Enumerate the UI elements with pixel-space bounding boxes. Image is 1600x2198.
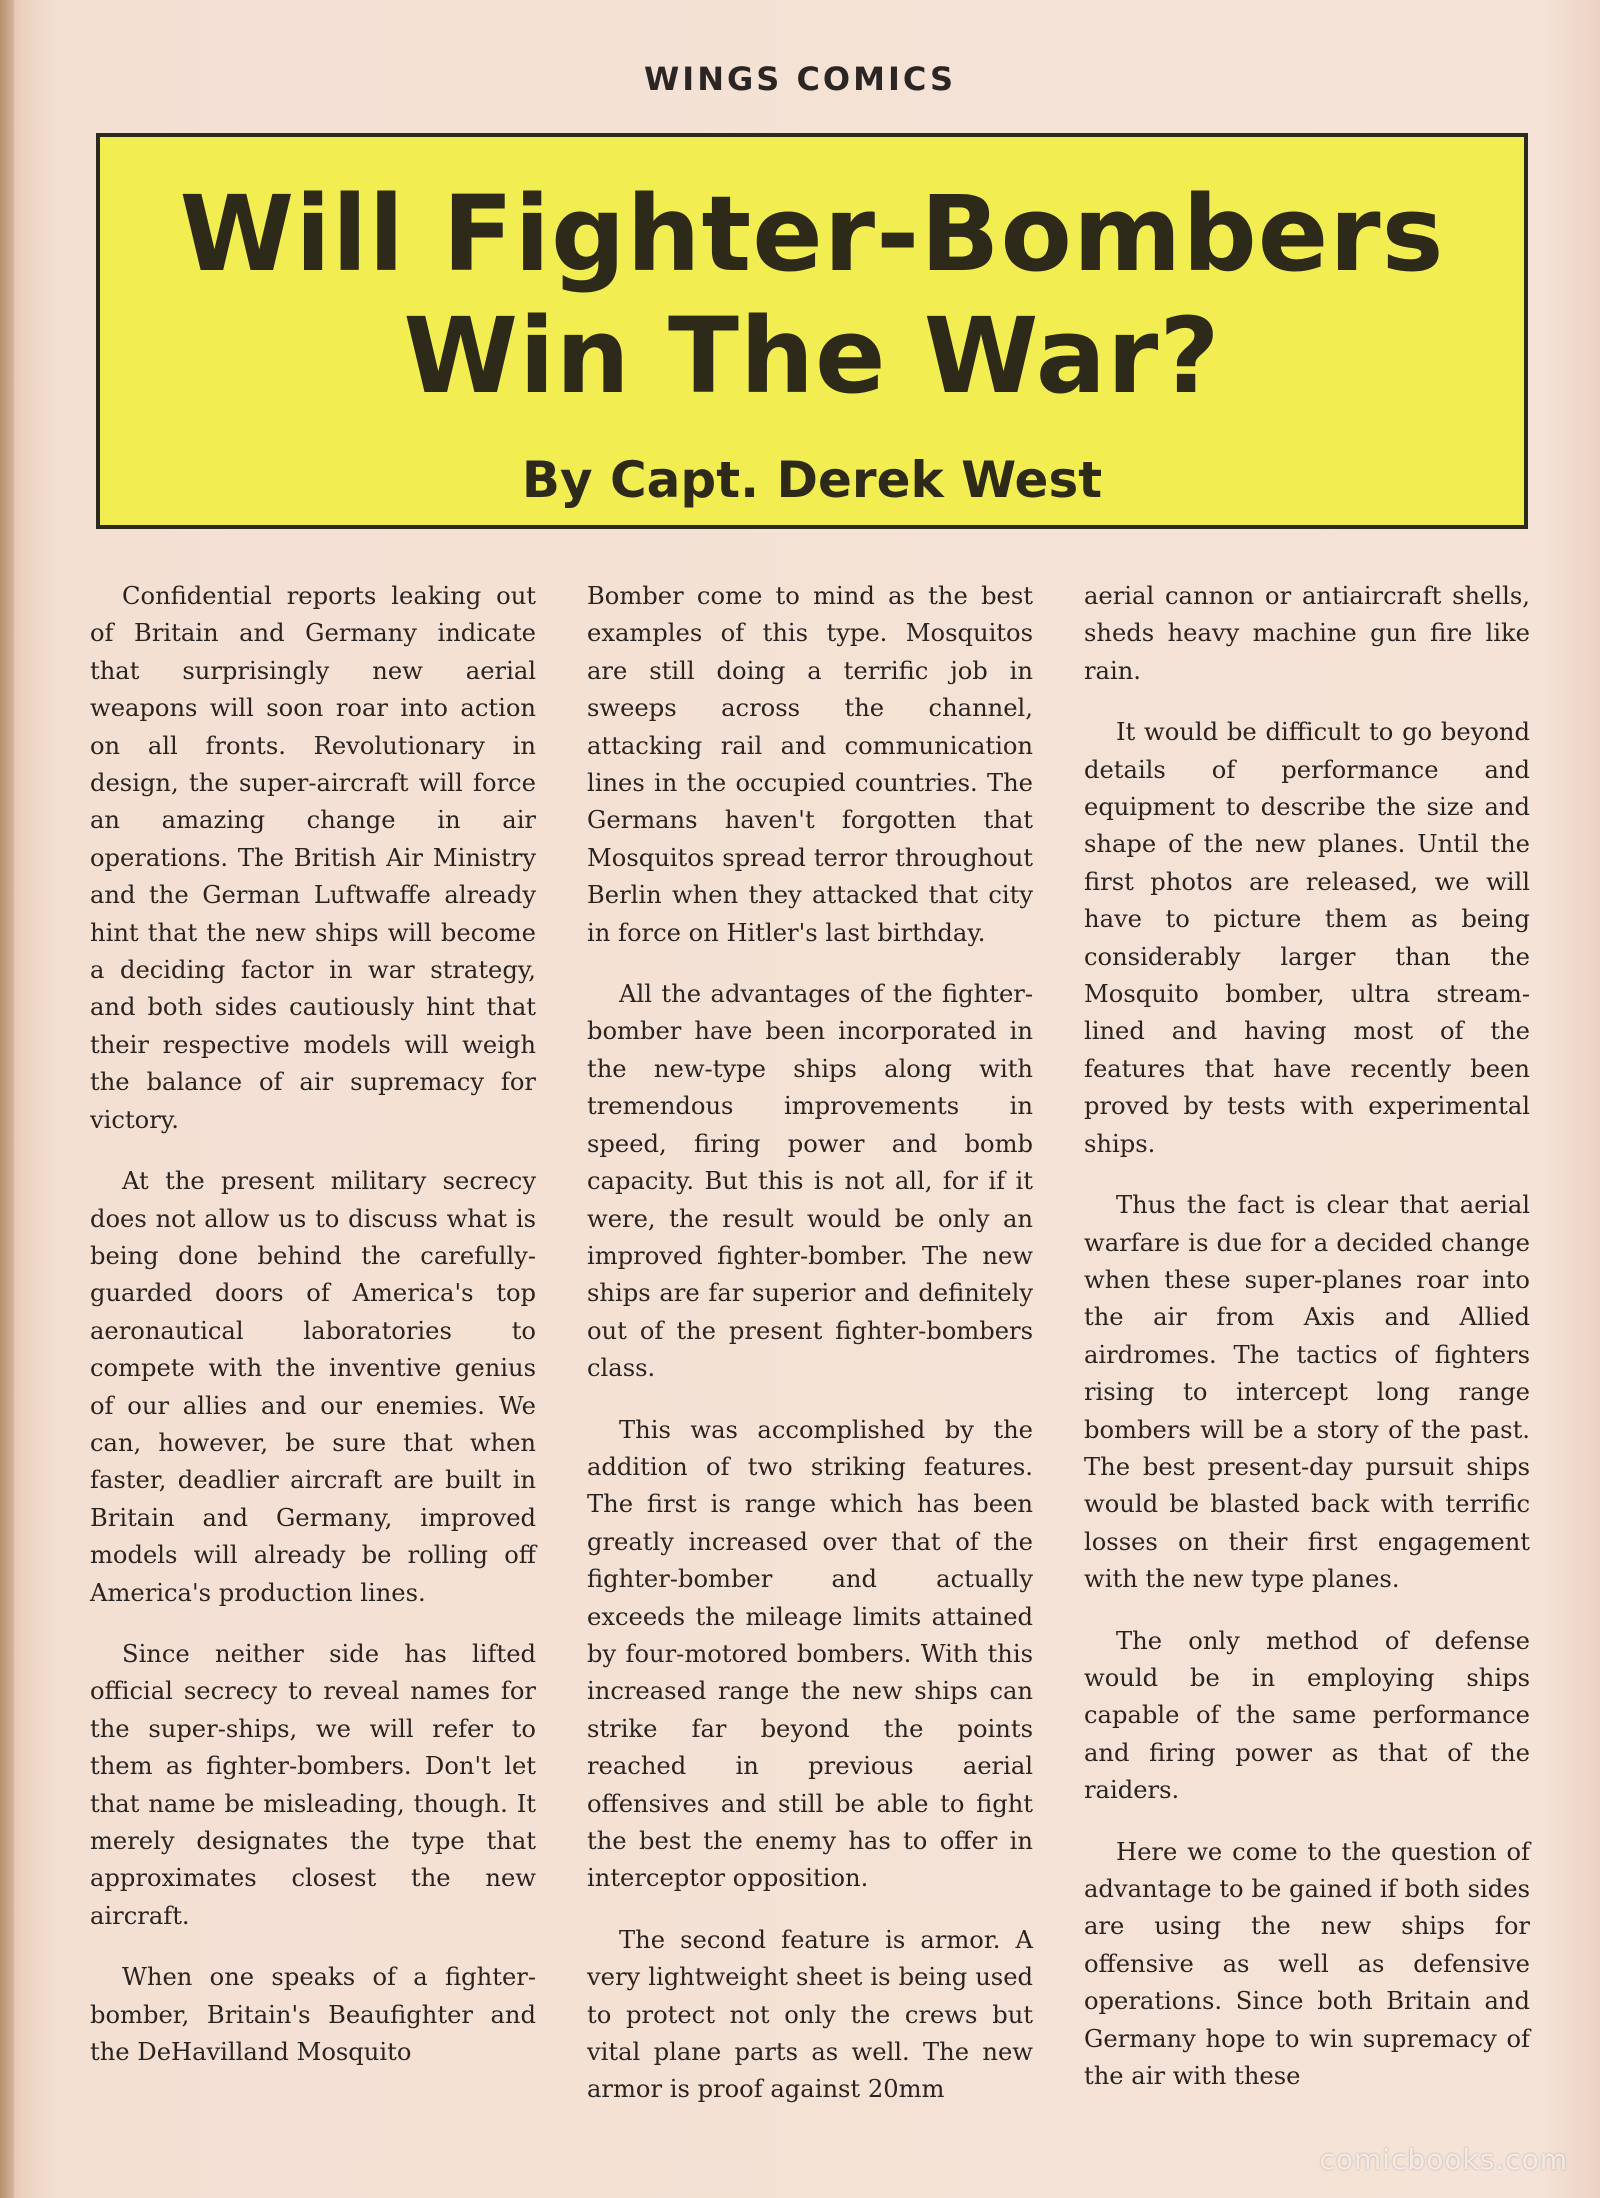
paragraph: Bomber come to mind as the best examples of this type. Mosquitos are still doing a terrific job in sweeps across the channel, attacking rail and communication lines in the occupied countries. The Germans haven't forgotten that Mosquitos spread terror throughout Berlin when they attacked that city in force on Hitler's last birthday. (587, 582, 1033, 947)
article-columns (90, 578, 1530, 2133)
page-spine (0, 0, 14, 2198)
paragraph: Here we come to the question of advantage to be gained if both sides are using the new ships for offensive as well as defensive operations. Since both Britain and Germany hope to win supremacy of the air with these (1084, 1837, 1530, 2091)
article-title (100, 137, 1524, 417)
paragraph: The second feature is armor. A very lightweight sheet is being used to protect not only the crews but vital plane parts as well. The new armor is proof against 20mm (587, 1925, 1033, 2104)
paragraph: Since neither side has lifted official secrecy to reveal names for the super-ships, we will refer to them as fighter-bombers. Don't let that name be misleading, though. It merely designates the type that approximates closest the new aircraft. (90, 1639, 536, 1930)
paragraph: Confidential reports leaking out of Britain and Germany indicate that surprisingly new aerial weapons will soon roar into action on all fronts. Revolutionary in design, the super-aircraft will force an amazing change in air operations. The British Air Ministry and the German Luftwaffe already hint that the new ships will become a deciding factor in war strategy, and both sides cautiously hint that their respective models will weigh the balance of air supremacy for victory. (90, 582, 536, 1134)
title-box (96, 133, 1528, 529)
running-head: WINGS COMICS (644, 60, 956, 98)
paragraph: When one speaks of a fighter-bomber, Britain's Beaufighter and the DeHavilland Mosquito (90, 1963, 536, 2067)
paragraph: At the present military secrecy does not allow us to discuss what is being done behind the carefully-guarded doors of America's top aeronautical laboratories to compete with the inventive genius of our allies and our enemies. We can, however, be sure that when faster, deadlier aircraft are built in Britain and Germany, improved models will already be rolling off America's production lines. (90, 1167, 536, 1607)
paragraph: This was accomplished by the addition of two striking features. The first is range which has been greatly increased over that of the fighter-bomber and actually exceeds the mileage limits attained by four-motored bombers. With this increased range the new ships can strike far beyond the points reached in previous aerial offensives and still be able to fight the best the enemy has to offer in interceptor opposition. (587, 1415, 1033, 1893)
paragraph: aerial cannon or antiaircraft shells, sheds heavy machine gun fire like rain. (1084, 582, 1530, 685)
paragraph: Thus the fact is clear that aerial warfare is due for a decided change when these super-planes roar into the air from Axis and Allied airdromes. The tactics of fighters rising to intercept long range bombers will be a story of the past. The best present-day pursuit ships would be blasted back with terrific losses on their first engagement with the new type planes. (1084, 1191, 1530, 1594)
byline: By Capt. Derek West (521, 451, 1103, 509)
column-1 (90, 578, 536, 2133)
title-line-1: Will Fighter-Bombers (179, 173, 1445, 295)
paragraph: It would be difficult to go beyond details of performance and equipment to describe the size and shape of the new planes. Until the first photos are released, we will have to picture them as being considerably larger than the Mosquito bomber, ultra stream-lined and having most of the features that have recently been proved by tests with experimental ships. (1084, 718, 1530, 1158)
title-line-2: Win The War? (403, 295, 1221, 417)
paragraph: All the advantages of the fighter-bomber have been incorporated in the new-type ships along with tremendous improvements in speed, firing power and bomb capacity. But this is not all, for if it were, the result would be only an improved fighter-bomber. The new ships are far superior and definitely out of the present fighter-bombers class. (587, 980, 1033, 1383)
column-2 (587, 578, 1033, 2133)
column-3 (1084, 578, 1530, 2133)
paragraph: The only method of defense would be in employing ships capable of the same performance and firing power as that of the raiders. (1084, 1626, 1530, 1805)
watermark: comicbooks.com (1319, 2143, 1568, 2176)
